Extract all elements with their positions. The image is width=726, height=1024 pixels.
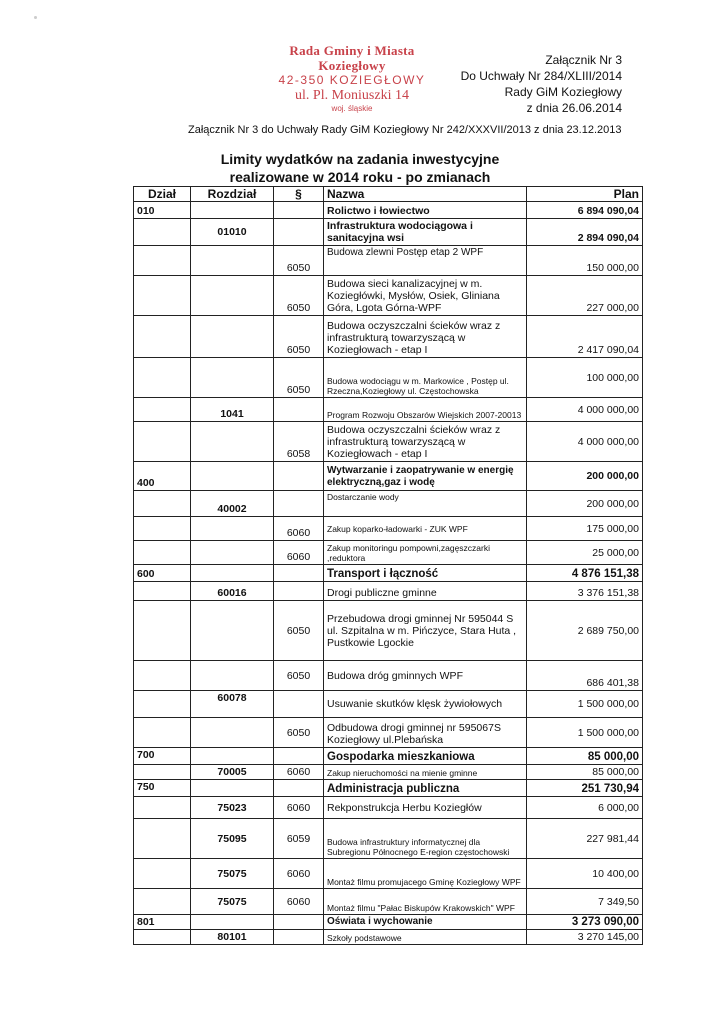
cell-rozdzial: 70005: [191, 765, 274, 780]
cell-paragraf: 6060: [274, 797, 324, 819]
cell-nazwa: Budowa oczyszczalni ścieków wraz z infrastrukturą towarzyszącą w Koziegłowach - etap I: [324, 422, 527, 462]
cell-dzial: [134, 718, 191, 748]
cell-dzial: 600: [134, 565, 191, 582]
cell-paragraf: 6050: [274, 358, 324, 398]
council-stamp: [262, 44, 442, 113]
cell-paragraf: [274, 398, 324, 422]
cell-plan: 3 270 145,00: [527, 930, 643, 945]
cell-nazwa: Budowa wodociągu w m. Markowice , Postęp ul. Rzeczna,Koziegłowy ul. Częstochowska: [324, 358, 527, 398]
header-dzial: Dział: [134, 187, 191, 202]
stamp-line-4: woj. śląskie: [331, 103, 373, 113]
table-row: [134, 889, 643, 915]
cell-plan: 150 000,00: [527, 246, 643, 276]
table-row: [134, 819, 643, 859]
header-nazwa: Nazwa: [324, 187, 527, 202]
cell-nazwa: Montaż filmu "Pałac Biskupów Krakowskich" WPF: [324, 889, 527, 915]
cell-plan: 3 273 090,00: [527, 915, 643, 930]
cell-rozdzial: [191, 358, 274, 398]
cell-nazwa: Odbudowa drogi gminnej nr 595067S Koziegłowy ul.Plebańska: [324, 718, 527, 748]
cell-rozdzial: 01010: [191, 219, 274, 246]
cell-rozdzial: 75023: [191, 797, 274, 819]
cell-plan: 2 417 090,04: [527, 316, 643, 358]
cell-nazwa: Szkoły podstawowe: [324, 930, 527, 945]
cell-nazwa: Montaż filmu promujacego Gminę Koziegłowy WPF: [324, 859, 527, 889]
cell-rozdzial: 1041: [191, 398, 274, 422]
cell-nazwa: Przebudowa drogi gminnej Nr 595044 S ul. Szpitalna w m. Pińczyce, Stara Huta , Pustkowie Lgockie: [324, 601, 527, 661]
cell-rozdzial: 75075: [191, 889, 274, 915]
table-row: [134, 422, 643, 462]
cell-nazwa: Program Rozwoju Obszarów Wiejskich 2007-20013: [324, 398, 527, 422]
cell-plan: 1 500 000,00: [527, 691, 643, 718]
cell-dzial: [134, 276, 191, 316]
cell-paragraf: 6060: [274, 889, 324, 915]
cell-plan: 175 000,00: [527, 517, 643, 541]
cell-dzial: [134, 541, 191, 565]
cell-rozdzial: [191, 541, 274, 565]
table-row: [134, 541, 643, 565]
cell-dzial: [134, 819, 191, 859]
cell-nazwa: Budowa sieci kanalizacyjnej w m. Koziegłówki, Mysłów, Osiek, Gliniana Góra, Lgota Górna-WPF: [324, 276, 527, 316]
cell-rozdzial: [191, 462, 274, 491]
cell-dzial: [134, 316, 191, 358]
cell-dzial: [134, 422, 191, 462]
cell-plan: 227 000,00: [527, 276, 643, 316]
cell-paragraf: [274, 582, 324, 601]
cell-dzial: [134, 859, 191, 889]
stamp-line-1: Rada Gminy i Miasta Koziegłowy: [289, 43, 415, 73]
table-row: [134, 358, 643, 398]
cell-dzial: 801: [134, 915, 191, 930]
table-row: [134, 491, 643, 517]
table-row: [134, 691, 643, 718]
cell-plan: 200 000,00: [527, 491, 643, 517]
cell-paragraf: 6050: [274, 661, 324, 691]
cell-dzial: [134, 930, 191, 945]
cell-paragraf: [274, 491, 324, 517]
cell-nazwa: Administracja publiczna: [324, 780, 527, 797]
cell-paragraf: 6060: [274, 517, 324, 541]
cell-dzial: [134, 582, 191, 601]
cell-paragraf: 6059: [274, 819, 324, 859]
resolution-number: Do Uchwały Nr 284/XLIII/2014: [460, 69, 622, 83]
cell-rozdzial: 75095: [191, 819, 274, 859]
cell-dzial: [134, 661, 191, 691]
table-row: [134, 601, 643, 661]
table-row: [134, 517, 643, 541]
cell-paragraf: [274, 915, 324, 930]
table-row: [134, 219, 643, 246]
table-row: [134, 582, 643, 601]
cell-paragraf: [274, 202, 324, 219]
cell-rozdzial: [191, 246, 274, 276]
cell-dzial: 400: [134, 462, 191, 491]
cell-plan: 4 000 000,00: [527, 422, 643, 462]
cell-dzial: 010: [134, 202, 191, 219]
cell-nazwa: Rekponstrukcja Herbu Koziegłów: [324, 797, 527, 819]
cell-paragraf: [274, 748, 324, 765]
attachment-header: [461, 52, 622, 116]
cell-paragraf: 6050: [274, 601, 324, 661]
cell-nazwa: Zakup monitoringu pompowni,zagęszczarki ,reduktora: [324, 541, 527, 565]
cell-nazwa: Zakup koparko-ładowarki - ZUK WPF: [324, 517, 527, 541]
cell-dzial: 700: [134, 748, 191, 765]
cell-paragraf: 6060: [274, 765, 324, 780]
stamp-line-2: 42-350 KOZIEGŁOWY: [278, 72, 426, 87]
table-row: [134, 748, 643, 765]
cell-nazwa: Zakup nieruchomości na mienie gminne: [324, 765, 527, 780]
header-rozdzial: Rozdział: [191, 187, 274, 202]
cell-rozdzial: [191, 316, 274, 358]
cell-dzial: [134, 219, 191, 246]
cell-nazwa: Gospodarka mieszkaniowa: [324, 748, 527, 765]
table-row: [134, 276, 643, 316]
table-row: [134, 565, 643, 582]
cell-paragraf: 6058: [274, 422, 324, 462]
cell-dzial: [134, 491, 191, 517]
table-row: [134, 718, 643, 748]
reference-line: Załącznik Nr 3 do Uchwały Rady GiM Koziegłowy Nr 242/XXXVII/2013 z dnia 23.12.2013: [188, 124, 622, 136]
header-paragraf: §: [274, 187, 324, 202]
cell-nazwa: Oświata i wychowanie: [324, 915, 527, 930]
cell-plan: 85 000,00: [527, 748, 643, 765]
cell-rozdzial: [191, 915, 274, 930]
cell-paragraf: 6050: [274, 246, 324, 276]
cell-nazwa: Dostarczanie wody: [324, 491, 527, 517]
cell-nazwa: Drogi publiczne gminne: [324, 582, 527, 601]
cell-rozdzial: [191, 202, 274, 219]
cell-plan: 4 000 000,00: [527, 398, 643, 422]
cell-paragraf: 6060: [274, 541, 324, 565]
cell-rozdzial: [191, 748, 274, 765]
cell-plan: 2 689 750,00: [527, 601, 643, 661]
cell-paragraf: [274, 780, 324, 797]
cell-plan: 100 000,00: [527, 358, 643, 398]
cell-rozdzial: 40002: [191, 491, 274, 517]
cell-nazwa: Transport i łączność: [324, 565, 527, 582]
cell-rozdzial: [191, 517, 274, 541]
cell-plan: 3 376 151,38: [527, 582, 643, 601]
title-line-2: realizowane w 2014 roku - po zmianach: [229, 169, 491, 185]
table-row: [134, 316, 643, 358]
cell-plan: 6 000,00: [527, 797, 643, 819]
cell-dzial: [134, 889, 191, 915]
table-row: [134, 915, 643, 930]
page-title: [200, 150, 520, 186]
table-row: [134, 462, 643, 491]
cell-nazwa: Budowa oczyszczalni ścieków wraz z infrastrukturą towarzyszącą w Koziegłowach - etap I: [324, 316, 527, 358]
cell-dzial: 750: [134, 780, 191, 797]
table-row: [134, 930, 643, 945]
table-row: [134, 661, 643, 691]
cell-plan: 25 000,00: [527, 541, 643, 565]
cell-dzial: [134, 601, 191, 661]
table-row: [134, 859, 643, 889]
council-name: Rady GiM Koziegłowy: [504, 85, 622, 99]
scan-speck: [34, 16, 37, 19]
cell-paragraf: 6050: [274, 276, 324, 316]
cell-rozdzial: [191, 718, 274, 748]
cell-paragraf: [274, 930, 324, 945]
cell-plan: 227 981,44: [527, 819, 643, 859]
cell-paragraf: 6060: [274, 859, 324, 889]
resolution-date: z dnia 26.06.2014: [526, 101, 622, 115]
cell-nazwa: Usuwanie skutków klęsk żywiołowych: [324, 691, 527, 718]
cell-paragraf: 6050: [274, 316, 324, 358]
cell-paragraf: [274, 691, 324, 718]
cell-plan: 2 894 090,04: [527, 219, 643, 246]
cell-rozdzial: 75075: [191, 859, 274, 889]
cell-plan: 10 400,00: [527, 859, 643, 889]
cell-nazwa: Rolictwo i łowiectwo: [324, 202, 527, 219]
cell-rozdzial: 60016: [191, 582, 274, 601]
cell-plan: 200 000,00: [527, 462, 643, 491]
cell-dzial: [134, 517, 191, 541]
cell-dzial: [134, 246, 191, 276]
cell-nazwa: Infrastruktura wodociągowa i sanitacyjna wsi: [324, 219, 527, 246]
cell-rozdzial: 60078: [191, 691, 274, 718]
cell-plan: 85 000,00: [527, 765, 643, 780]
cell-paragraf: [274, 219, 324, 246]
cell-rozdzial: [191, 661, 274, 691]
cell-nazwa: Budowa zlewni Postęp etap 2 WPF: [324, 246, 527, 276]
cell-nazwa: Wytwarzanie i zaopatrywanie w energię elektryczną,gaz i wodę: [324, 462, 527, 491]
cell-paragraf: 6050: [274, 718, 324, 748]
cell-plan: 7 349,50: [527, 889, 643, 915]
table-row: [134, 780, 643, 797]
cell-plan: 251 730,94: [527, 780, 643, 797]
header-plan: Plan: [527, 187, 643, 202]
cell-nazwa: Budowa dróg gminnych WPF: [324, 661, 527, 691]
cell-rozdzial: [191, 601, 274, 661]
table-row: [134, 765, 643, 780]
title-line-1: Limity wydatków na zadania inwestycyjne: [220, 151, 500, 167]
cell-dzial: [134, 358, 191, 398]
table-row: [134, 246, 643, 276]
cell-dzial: [134, 398, 191, 422]
cell-plan: 4 876 151,38: [527, 565, 643, 582]
cell-paragraf: [274, 462, 324, 491]
cell-rozdzial: [191, 565, 274, 582]
cell-dzial: [134, 691, 191, 718]
cell-paragraf: [274, 565, 324, 582]
cell-dzial: [134, 765, 191, 780]
cell-rozdzial: [191, 276, 274, 316]
cell-rozdzial: 80101: [191, 930, 274, 945]
table-row: [134, 202, 643, 219]
table-row: [134, 797, 643, 819]
stamp-line-3: ul. Pl. Moniuszki 14: [295, 87, 409, 103]
attachment-number: Załącznik Nr 3: [545, 53, 622, 67]
cell-rozdzial: [191, 422, 274, 462]
cell-dzial: [134, 797, 191, 819]
table-row: [134, 398, 643, 422]
cell-nazwa: Budowa infrastruktury informatycznej dla Subregionu Północnego E-region częstochowski: [324, 819, 527, 859]
cell-rozdzial: [191, 780, 274, 797]
investment-limits-table: [133, 186, 643, 945]
cell-plan: 6 894 090,04: [527, 202, 643, 219]
cell-plan: 686 401,38: [527, 661, 643, 691]
table-header-row: [134, 187, 643, 202]
cell-plan: 1 500 000,00: [527, 718, 643, 748]
